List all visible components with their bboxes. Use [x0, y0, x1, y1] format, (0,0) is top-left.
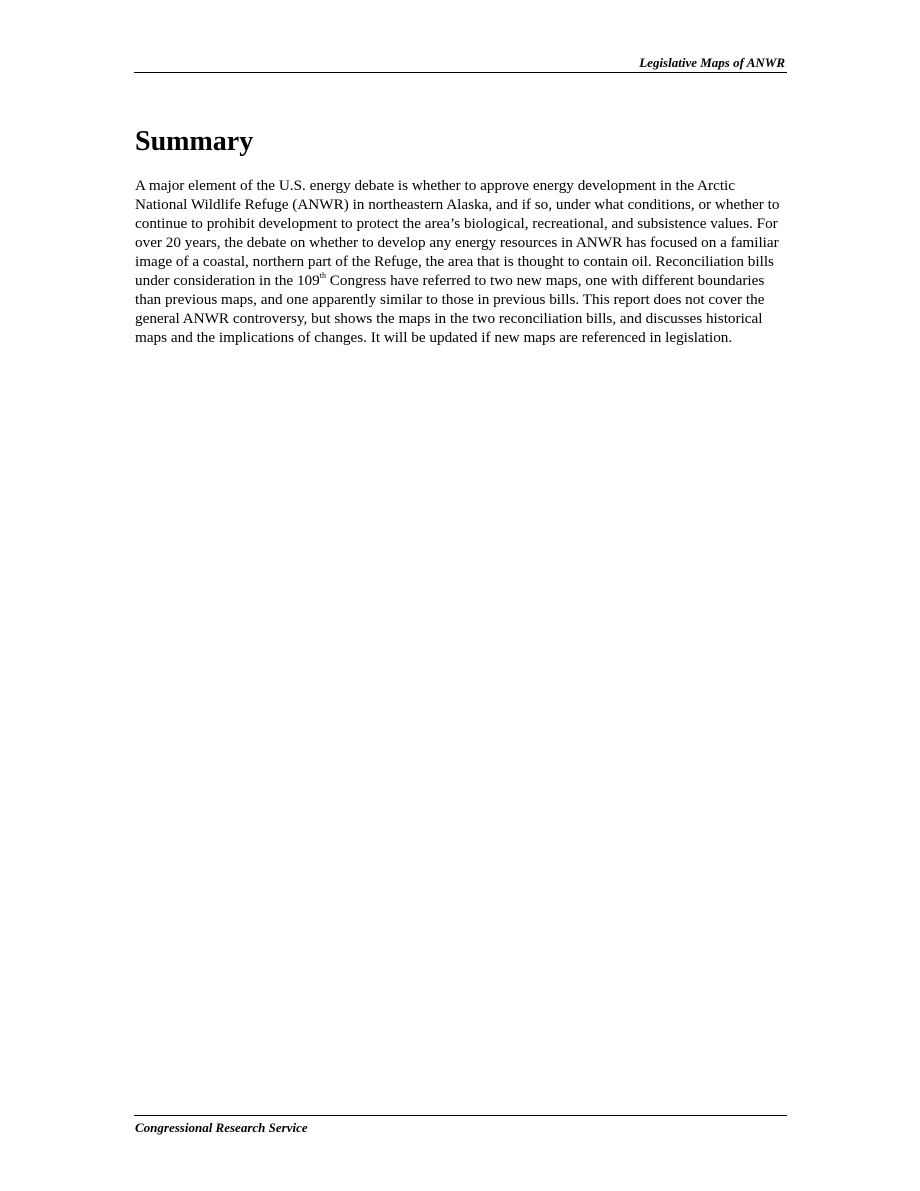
summary-text-part-1: A major element of the U.S. energy debate is whether to approve energy development in the Arctic National Wildlife Refuge (ANWR) in northeastern Alaska, and if so, under what conditions, or whether to continue to prohibit development to protect the area’s biological, recreational, and subsistence values. For over 20 years, the debate on whether to develop any energy resources in ANWR has focused on a familiar image of a coastal, northern part of the Refuge, the area that is thought to contain oil. Reconciliation bills under consideration in the 109 [135, 177, 780, 289]
page-title: Summary [135, 126, 254, 157]
ordinal-superscript: th [319, 271, 326, 280]
footer-publisher: Congressional Research Service [135, 1120, 308, 1135]
summary-paragraph [135, 176, 785, 347]
footer-divider [134, 1115, 787, 1116]
summary-text-part-2: Congress have referred to two new maps, one with different boundaries than previous maps, and one apparently similar to those in previous bills. This report does not cover the general ANWR controversy, but shows the maps in the two reconciliation bills, and discusses historical maps and the implications of changes. It will be updated if new maps are referenced in legislation. [135, 272, 765, 346]
header-divider [134, 72, 787, 73]
running-header: Legislative Maps of ANWR [639, 55, 785, 70]
